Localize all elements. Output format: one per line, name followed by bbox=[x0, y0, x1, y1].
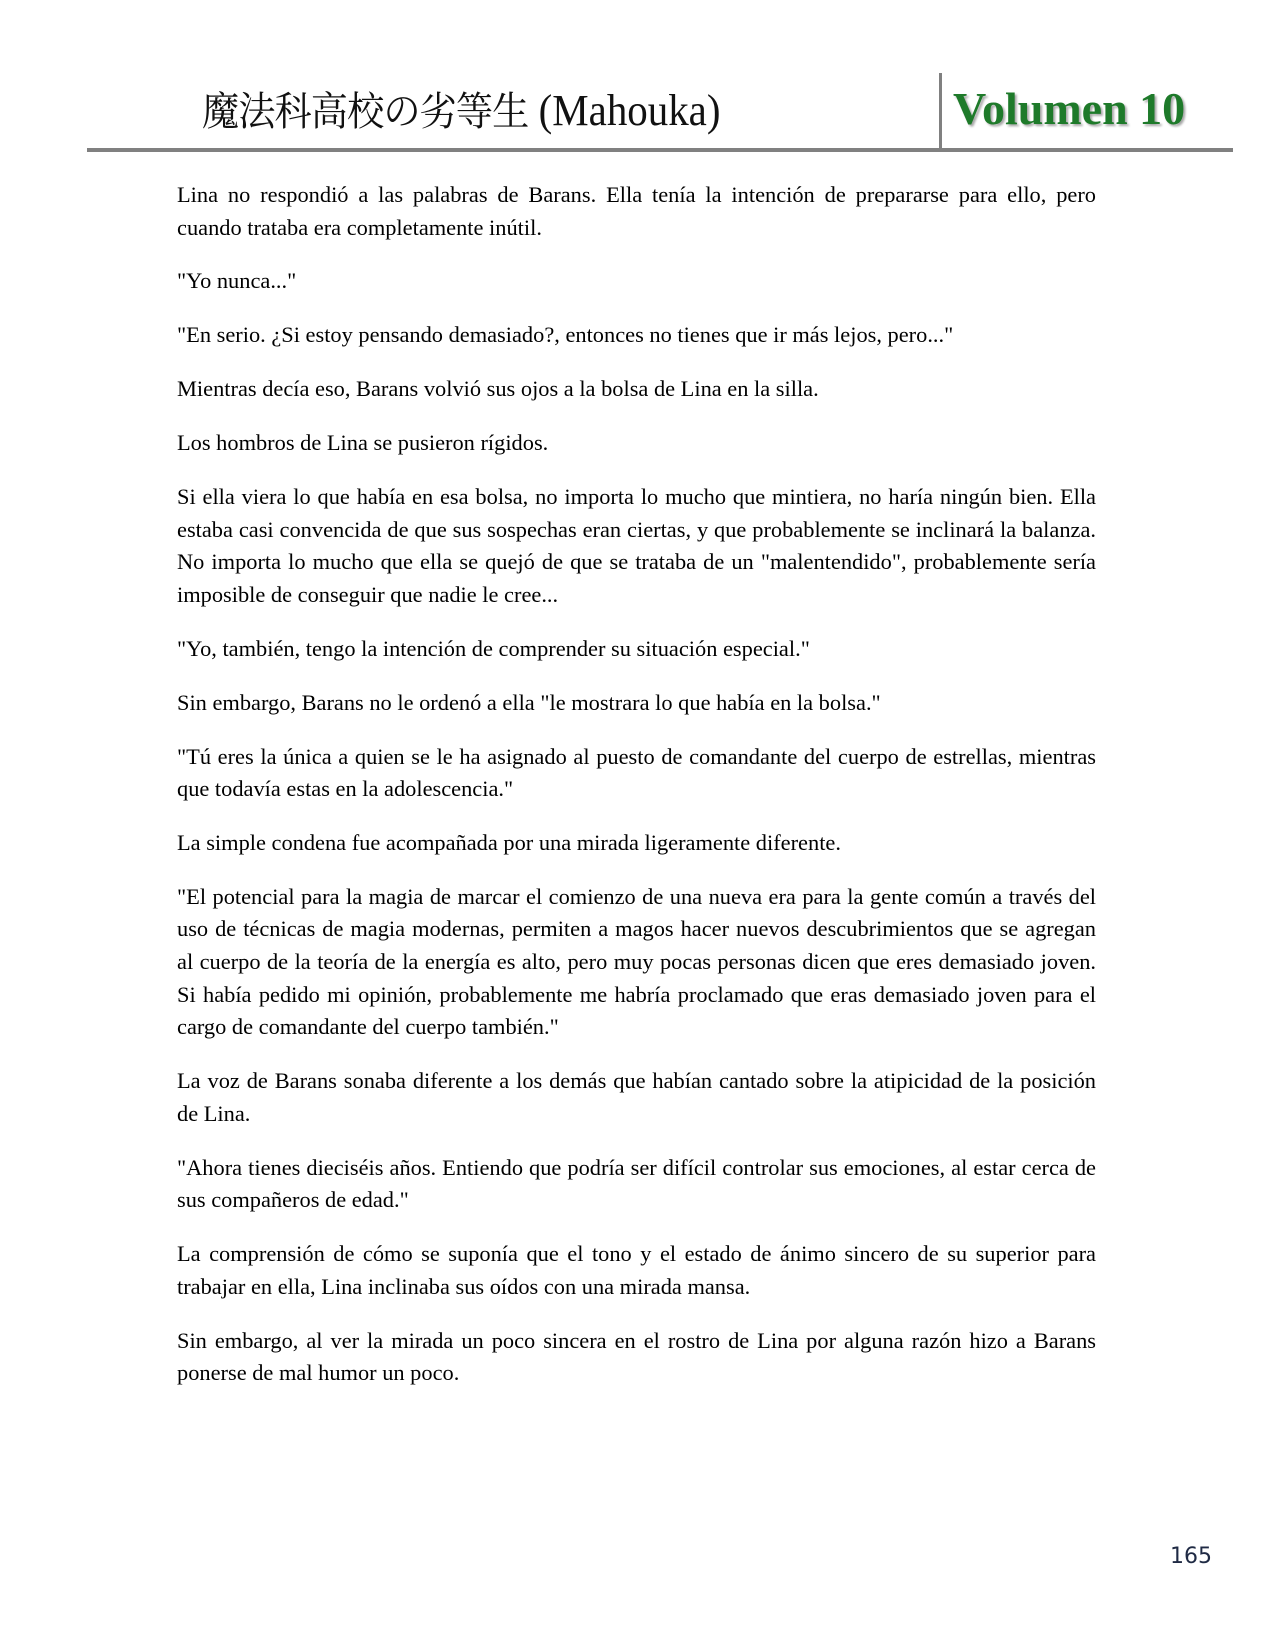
paragraph: Los hombros de Lina se pusieron rígidos. bbox=[177, 430, 549, 456]
paragraph: "Tú eres la única a quien se le ha asignado al puesto de comandante del cuerpo de estrellas, mientras que todavía estas en la adolescencia." bbox=[177, 743, 1096, 802]
paragraph: "Ahora tienes dieciséis años. Entiendo que podría ser difícil controlar sus emociones, al estar cerca de sus compañeros de edad." bbox=[177, 1154, 1096, 1213]
paragraph: Mientras decía eso, Barans volvió sus ojos a la bolsa de Lina en la silla. bbox=[177, 376, 819, 402]
paragraph: Sin embargo, Barans no le ordenó a ella "le mostrara lo que había en la bolsa." bbox=[177, 689, 881, 715]
page-body bbox=[177, 179, 1096, 1411]
paragraph: Sin embargo, al ver la mirada un poco sincera en el rostro de Lina por alguna razón hizo a Barans ponerse de mal humor un poco. bbox=[177, 1327, 1096, 1386]
header-rule bbox=[87, 148, 1233, 152]
page-number: 165 bbox=[1170, 1544, 1212, 1569]
header-vertical-divider bbox=[939, 73, 942, 151]
book-title-latin: (Mahouka) bbox=[528, 86, 721, 135]
paragraph: La comprensión de cómo se suponía que el tono y el estado de ánimo sincero de su superior para trabajar en ella, Lina inclinaba sus oídos con una mirada mansa. bbox=[177, 1241, 1096, 1299]
paragraph: "Yo, también, tengo la intención de comprender su situación especial." bbox=[177, 635, 810, 661]
paragraph: La voz de Barans sonaba diferente a los demás que habían cantado sobre la atipicidad de la posición de Lina. bbox=[177, 1068, 1096, 1126]
paragraph: "Yo nunca..." bbox=[177, 268, 297, 294]
paragraph: La simple condena fue acompañada por una mirada ligeramente diferente. bbox=[177, 829, 841, 855]
book-title bbox=[202, 80, 720, 137]
paragraph: Si ella viera lo que había en esa bolsa, no importa lo mucho que mintiera, no haría ningún bien. Ella estaba casi convencida de que sus sospechas eran ciertas, y que probablemente se inclinará la balanza. No importa lo mucho que ella se quejó de que se trataba de un "malentendido", probablemente sería imposible de conseguir que nadie le cree... bbox=[177, 484, 1096, 607]
book-title-japanese: 魔法科高校の劣等生 bbox=[202, 89, 529, 135]
paragraph: "En serio. ¿Si estoy pensando demasiado?, entonces no tienes que ir más lejos, pero..." bbox=[177, 322, 954, 348]
volume-label: Volumen 10 bbox=[953, 83, 1186, 134]
paragraph: "El potencial para la magia de marcar el comienzo de una nueva era para la gente común a través del uso de técnicas de magia modernas, permiten a magos hacer nuevos descubrimientos que se agregan al cuerpo de la teoría de la energía es alto, pero muy pocas personas dicen que eres demasiado joven. Si había pedido mi opinión, probablemente me habría proclamado que eras demasiado joven para el cargo de comandante del cuerpo también." bbox=[177, 883, 1096, 1040]
paragraph: Lina no respondió a las palabras de Barans. Ella tenía la intención de prepararse para ello, pero cuando trataba era completamente inútil. bbox=[177, 182, 1096, 240]
